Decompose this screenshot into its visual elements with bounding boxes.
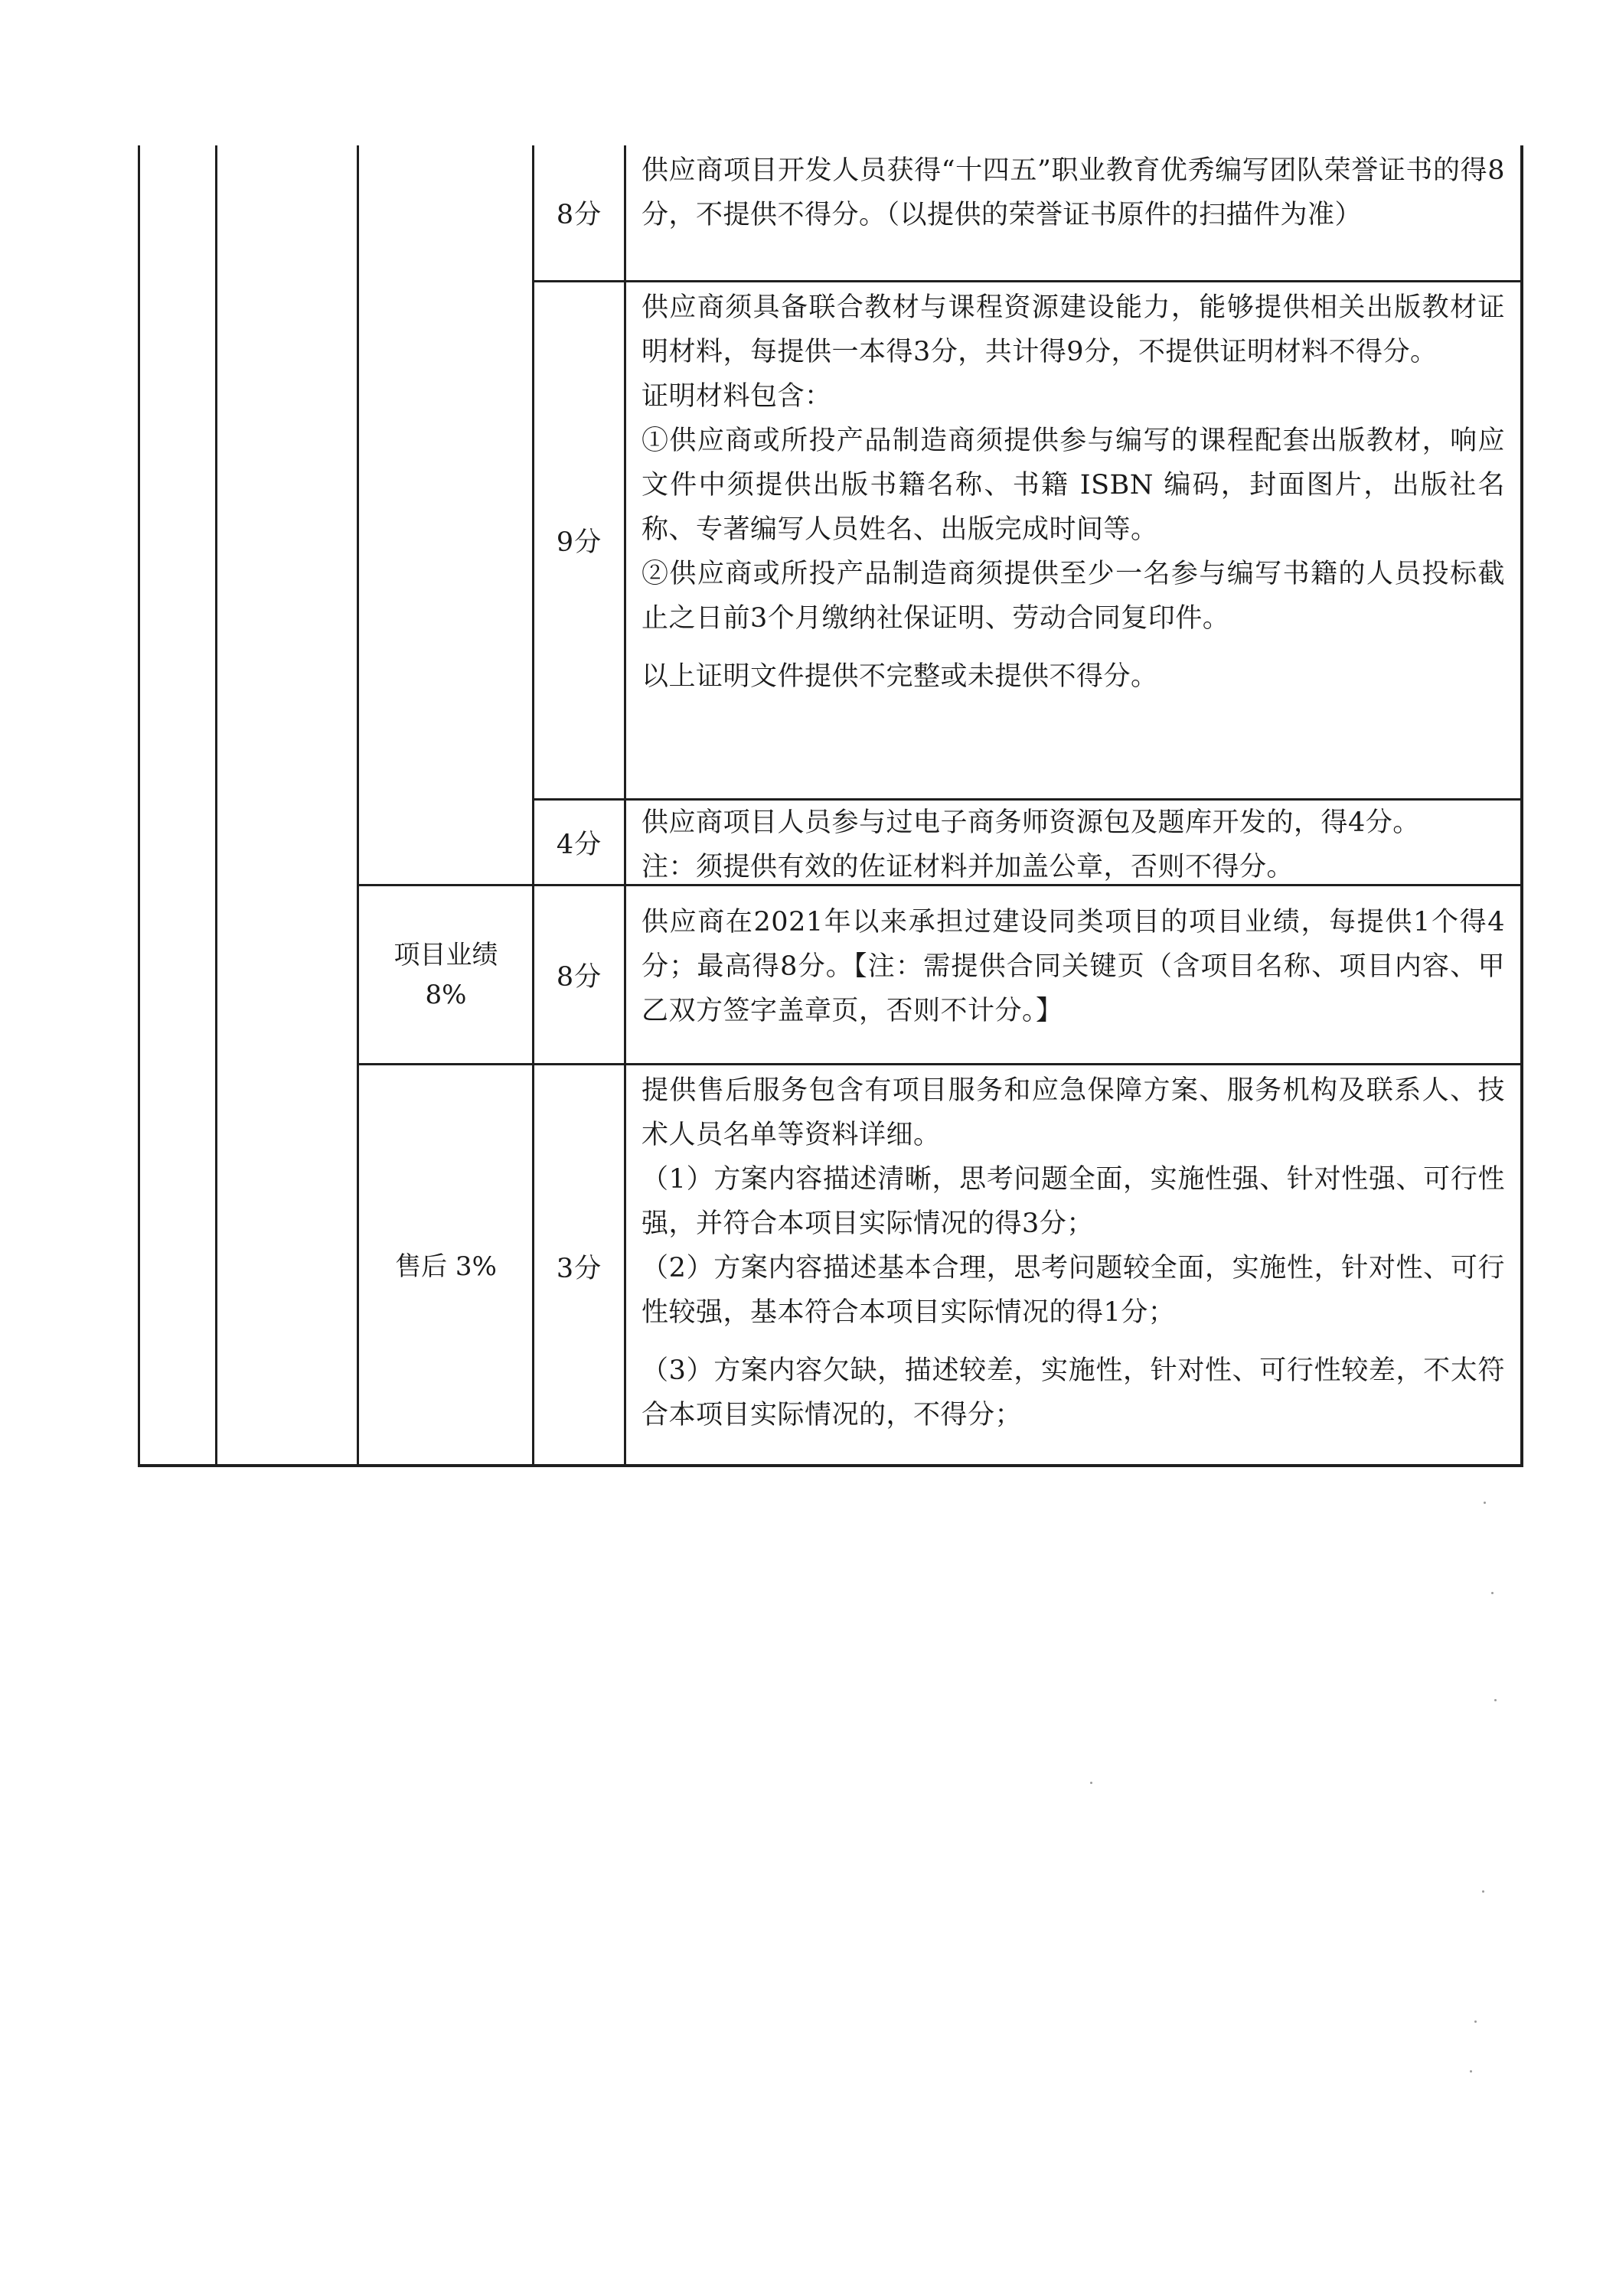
- score-cell: 4分: [556, 829, 602, 860]
- scoring-table: [138, 145, 1523, 1467]
- category-weight: 8%: [425, 979, 467, 1010]
- scan-speck: [1090, 1782, 1092, 1784]
- scan-speck: [1482, 1890, 1484, 1893]
- criteria-text: 提供售后服务包含有项目服务和应急保障方案、服务机构及联系人、技术人员名单等资料详细。: [642, 1075, 1505, 1150]
- column-rule-5: [624, 145, 626, 1464]
- criteria-text: 供应商项目人员参与过电子商务师资源包及题库开发的，得4分。: [642, 807, 1420, 838]
- criteria-text: ①供应商或所投产品制造商须提供参与编写的课程配套出版教材，响应文件中须提供出版书籍名称、书籍 ISBN 编码，封面图片，出版社名称、专著编写人员姓名、出版完成时间等。: [642, 426, 1505, 545]
- criteria-text: （2）方案内容描述基本合理，思考问题较全面，实施性，针对性、可行性较强，基本符合本项目实际情况的得1分；: [642, 1253, 1505, 1328]
- column-rule-2: [215, 145, 217, 1464]
- scan-speck: [1494, 1699, 1497, 1701]
- criteria-text: 供应商须具备联合教材与课程资源建设能力，能够提供相关出版教材证明材料，每提供一本得3分，共计得9分，不提供证明材料不得分。: [642, 292, 1505, 367]
- category-cell: 售后 3%: [395, 1251, 497, 1282]
- criteria-text: ②供应商或所投产品制造商须提供至少一名参与编写书籍的人员投标截止之日前3个月缴纳社保证明、劳动合同复印件。: [642, 559, 1505, 634]
- category-cell: [359, 886, 533, 1063]
- score-cell: 8分: [556, 961, 602, 993]
- scan-speck: [1484, 1502, 1486, 1504]
- criteria-text: 以上证明文件提供不完整或未提供不得分。: [642, 661, 1158, 692]
- criteria-cell: [642, 148, 1505, 237]
- column-rule-1: [138, 145, 140, 1464]
- criteria-cell: [642, 900, 1505, 1033]
- criteria-text: 注：须提供有效的佐证材料并加盖公章，否则不得分。: [642, 852, 1294, 882]
- score-cell: 9分: [556, 527, 602, 558]
- score-cell: 3分: [556, 1253, 602, 1284]
- criteria-text: （1）方案内容描述清晰，思考问题全面，实施性强、针对性强、可行性强，并符合本项目实际情况的得3分；: [642, 1164, 1505, 1239]
- criteria-text: 供应商在2021年以来承担过建设同类项目的项目业绩，每提供1个得4分；最高得8分。【注：需提供合同关键页（含项目名称、项目内容、甲乙双方签字盖章页，否则不计分。】: [642, 907, 1505, 1026]
- score-cell: 8分: [556, 200, 602, 230]
- criteria-cell: [642, 1068, 1505, 1437]
- criteria-cell: [642, 801, 1505, 889]
- category-label: 项目业绩: [393, 939, 498, 970]
- criteria-cell: [642, 285, 1505, 699]
- criteria-text: （3）方案内容欠缺，描述较差，实施性，针对性、可行性较差，不太符合本项目实际情况的，不得分；: [642, 1355, 1505, 1430]
- criteria-text: 供应商项目开发人员获得“十四五”职业教育优秀编写团队荣誉证书的得8分，不提供不得分。（以提供的荣誉证书原件的扫描件为准）: [642, 155, 1505, 230]
- row-rule-1: [532, 280, 1520, 282]
- scan-speck: [1470, 2070, 1472, 2073]
- scan-speck: [1491, 1592, 1494, 1594]
- scan-speck: [1474, 2020, 1477, 2023]
- criteria-text: 证明材料包含：: [642, 381, 832, 412]
